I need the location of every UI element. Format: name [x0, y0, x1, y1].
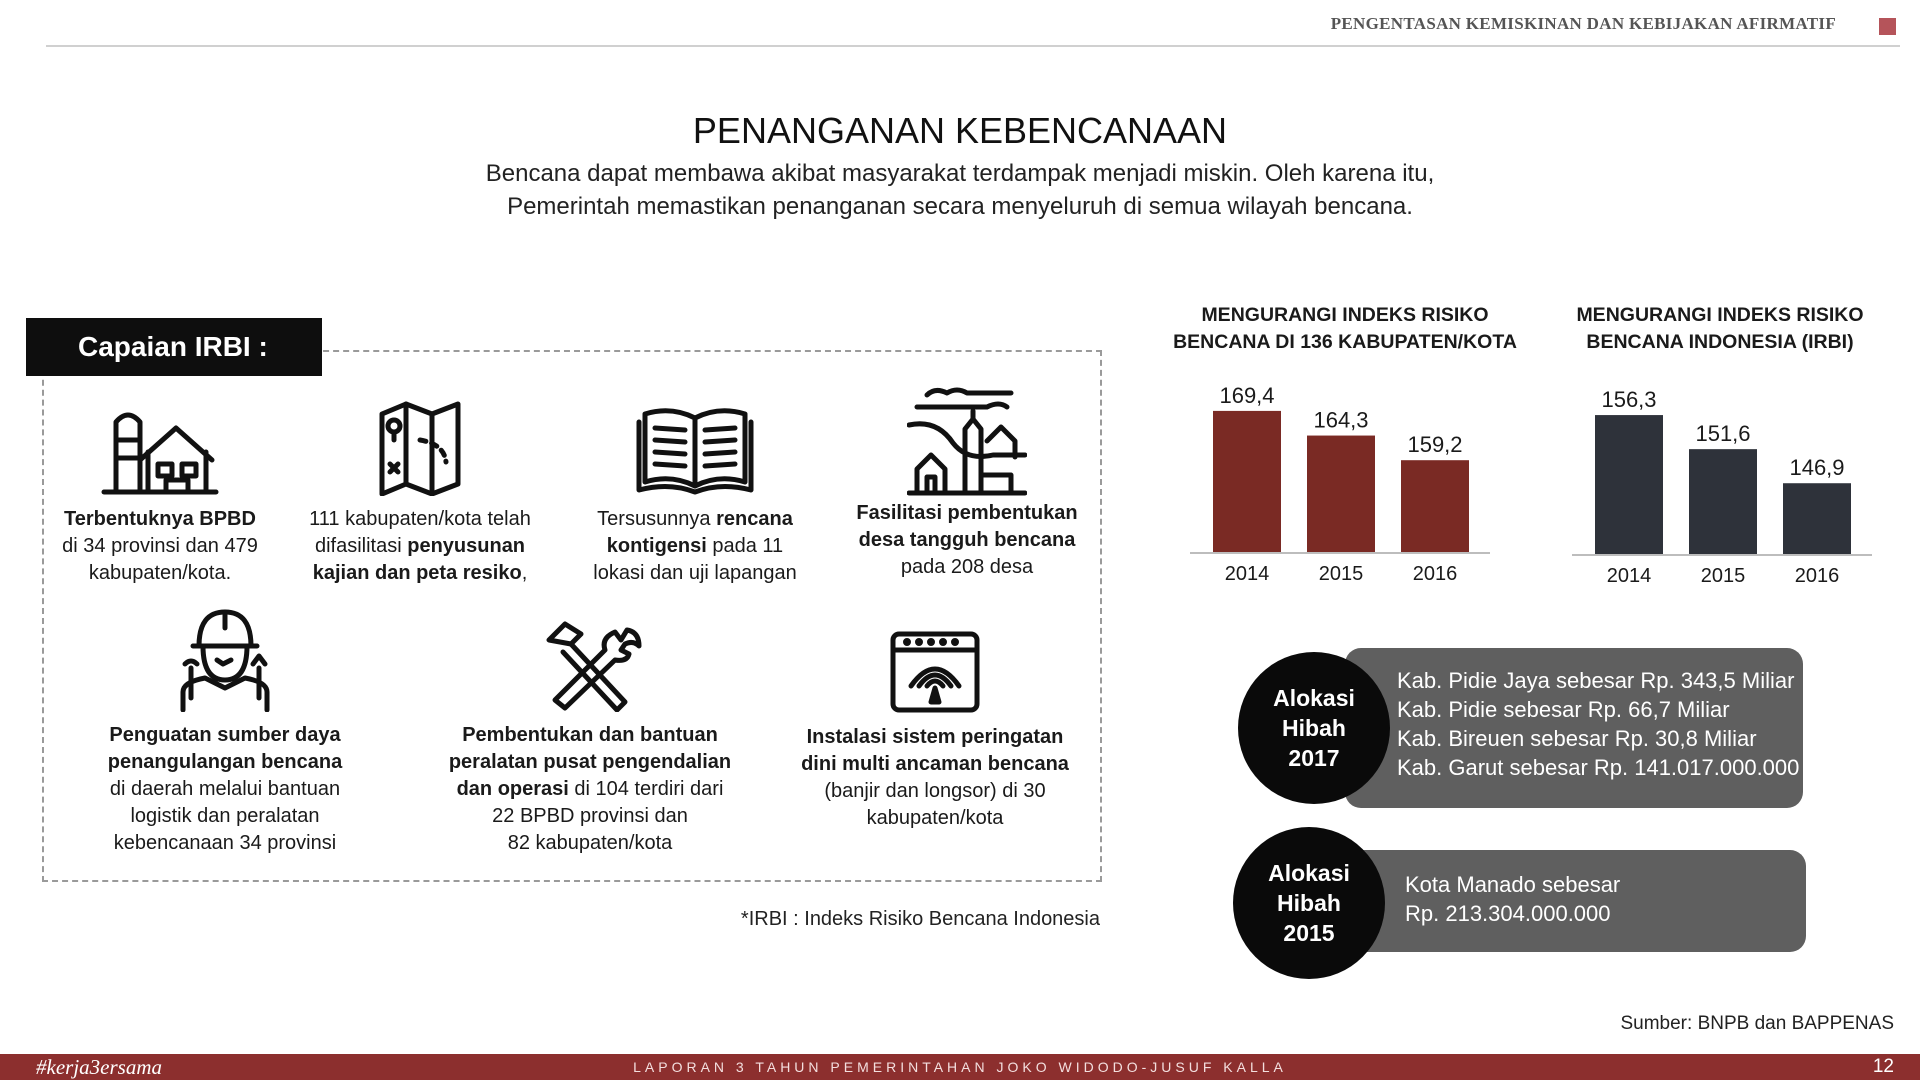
hibah-2017-badge	[1238, 652, 1390, 804]
irbi-item-peringatan-dini	[790, 630, 1080, 832]
chart-2-category-label-2016: 2016	[1794, 565, 1840, 587]
item-text-1: lokasi dan uji lapangan	[593, 562, 797, 584]
hibah-2017-line-4: Kab. Garut sebesar Rp. 141.017.000.000	[1397, 755, 1800, 780]
hibah-2015-badge-line-1: Alokasi	[1268, 860, 1350, 886]
item-text-post: pada 11	[706, 535, 784, 557]
hibah-2017-badge-line-3: 2017	[1288, 745, 1340, 771]
item-bold-2: kontigensi	[606, 535, 707, 557]
hibah-2015-line-1: Kota Manado sebesar	[1405, 872, 1621, 897]
chart-2-value-label-2015: 151,6	[1695, 421, 1751, 447]
chart-2-title-line-1: MENGURANGI INDEKS RISIKO	[1576, 304, 1864, 326]
item-bold-1: penyusunan	[407, 535, 526, 557]
chart-1-title-line-2: BENCANA DI 136 KABUPATEN/KOTA	[1173, 331, 1517, 353]
chart-2-category-label-2014: 2014	[1606, 565, 1652, 587]
chart-2-bar-2016	[1783, 483, 1851, 555]
item-text-post: ,	[521, 562, 528, 584]
item-bold-1: Penguatan sumber daya	[109, 724, 341, 746]
hibah-2017-badge-line-2: Hibah	[1282, 715, 1346, 741]
page-subtitle	[0, 157, 1920, 223]
item-bold-1: Terbentuknya BPBD	[64, 508, 256, 530]
item-bold-2: kajian dan peta resiko	[312, 562, 522, 584]
open-book-icon	[635, 400, 755, 496]
item-text-1: 111 kabupaten/kota telah	[309, 508, 531, 530]
map-icon	[360, 400, 480, 496]
chart-1-title-line-1: MENGURANGI INDEKS RISIKO	[1201, 304, 1489, 326]
section-header: PENGENTASAN KEMISKINAN DAN KEBIJAKAN AFIRMATIF	[1330, 14, 1836, 33]
chart-1-category-label-2016: 2016	[1412, 563, 1458, 585]
hibah-2015-line-2: Rp. 213.304.000.000	[1405, 901, 1611, 926]
hibah-2015-badge	[1233, 827, 1385, 979]
irbi-item-rencana-kontigensi	[570, 400, 820, 587]
item-bold-2: dini multi ancaman bencana	[801, 753, 1069, 775]
irbi-label: Capaian IRBI :	[26, 318, 322, 376]
chart-1-title	[1150, 302, 1540, 356]
chart-2-category-label-2015: 2015	[1700, 565, 1746, 587]
footer-report-title: LAPORAN 3 TAHUN PEMERINTAHAN JOKO WIDODO-JUSUF KALLA	[633, 1059, 1287, 1075]
item-text-2: kabupaten/kota.	[88, 562, 232, 584]
irbi-item-peta-resiko	[300, 400, 540, 587]
irbi-footnote: *IRBI : Indeks Risiko Bencana Indonesia	[740, 908, 1100, 930]
item-text-2: kabupaten/kota	[866, 807, 1004, 829]
item-bold-3: dan operasi	[456, 778, 569, 800]
item-text-3: kebencanaan 34 provinsi	[113, 832, 337, 854]
item-bold-2: penangulangan bencana	[107, 751, 343, 773]
source-note: Sumber: BNPB dan BAPPENAS	[1620, 1013, 1894, 1034]
item-text-pre: Tersusunnya	[597, 508, 717, 530]
item-bold-1: Instalasi sistem peringatan	[806, 726, 1064, 748]
chart-1-bar-2016	[1401, 460, 1469, 553]
item-bold-1: rencana	[716, 508, 793, 530]
item-text-1: pada 208 desa	[900, 556, 1034, 578]
warning-signal-icon	[889, 630, 981, 714]
chart-2-irbi-index	[1572, 380, 1902, 590]
chart-1-category-label-2015: 2015	[1318, 563, 1364, 585]
header-accent-square	[1879, 18, 1896, 35]
subtitle-line-1: Bencana dapat membawa akibat masyarakat terdampak menjadi miskin. Oleh karena itu,	[485, 160, 1435, 187]
subtitle-line-2: Pemerintah memastikan penanganan secara menyeluruh di semua wilayah bencana.	[507, 193, 1413, 220]
item-text-pre: difasilitasi	[314, 535, 408, 557]
footer-hashtag: #kerja3ersama	[36, 1055, 162, 1079]
irbi-item-sumber-daya	[80, 608, 370, 857]
fire-station-icon	[100, 400, 220, 496]
chart-1-kabupaten-risk-index	[1190, 378, 1520, 588]
tools-icon	[535, 620, 645, 712]
village-icon	[907, 385, 1027, 496]
irbi-item-pusdalops	[430, 620, 750, 857]
chart-2-value-label-2014: 156,3	[1601, 387, 1657, 413]
chart-1-value-label-2015: 164,3	[1313, 407, 1369, 433]
item-bold-2: desa tangguh bencana	[858, 529, 1076, 551]
item-text-2: logistik dan peralatan	[130, 805, 320, 827]
item-text-1: (banjir dan longsor) di 30	[824, 780, 1046, 802]
chart-1-bar-2014	[1213, 411, 1281, 553]
chart-2-bar-2014	[1595, 415, 1663, 555]
chart-1-bar-2015	[1307, 436, 1375, 553]
chart-1-category-label-2014: 2014	[1224, 563, 1270, 585]
item-text-1: di daerah melalui bantuan	[109, 778, 341, 800]
item-text-post: di 104 terdiri dari	[568, 778, 724, 800]
chart-1-value-label-2016: 159,2	[1407, 432, 1463, 458]
hibah-2015-details	[1348, 850, 1806, 952]
header-divider	[46, 45, 1900, 47]
item-bold-1: Fasilitasi pembentukan	[856, 502, 1078, 524]
hibah-2017-badge-line-1: Alokasi	[1273, 685, 1355, 711]
item-text-1: 22 BPBD provinsi dan	[492, 805, 688, 827]
worker-icon	[165, 608, 285, 712]
item-text-1: di 34 provinsi dan 479	[62, 535, 258, 557]
hibah-2017-details	[1345, 648, 1803, 808]
chart-2-bar-2015	[1689, 449, 1757, 555]
hibah-2015-badge-line-3: 2015	[1283, 920, 1335, 946]
chart-1-value-label-2014: 169,4	[1219, 382, 1275, 408]
hibah-2017-line-3: Kab. Bireuen sebesar Rp. 30,8 Miliar	[1397, 726, 1757, 751]
item-bold-1: Pembentukan dan bantuan	[462, 724, 718, 746]
item-bold-2: peralatan pusat pengendalian	[448, 751, 732, 773]
hibah-2017-line-1: Kab. Pidie Jaya sebesar Rp. 343,5 Miliar	[1397, 668, 1795, 693]
chart-2-title-line-2: BENCANA INDONESIA (IRBI)	[1586, 331, 1854, 353]
irbi-item-bpbd	[40, 400, 280, 587]
hibah-2017-line-2: Kab. Pidie sebesar Rp. 66,7 Miliar	[1397, 697, 1730, 722]
hibah-2015-badge-line-2: Hibah	[1277, 890, 1341, 916]
irbi-item-desa-tangguh	[842, 385, 1092, 581]
item-text-2: 82 kabupaten/kota	[507, 832, 673, 854]
page-number: 12	[1872, 1056, 1894, 1077]
page-title: PENANGANAN KEBENCANAAN	[692, 110, 1228, 151]
chart-2-title	[1535, 302, 1905, 356]
chart-2-value-label-2016: 146,9	[1789, 455, 1845, 481]
